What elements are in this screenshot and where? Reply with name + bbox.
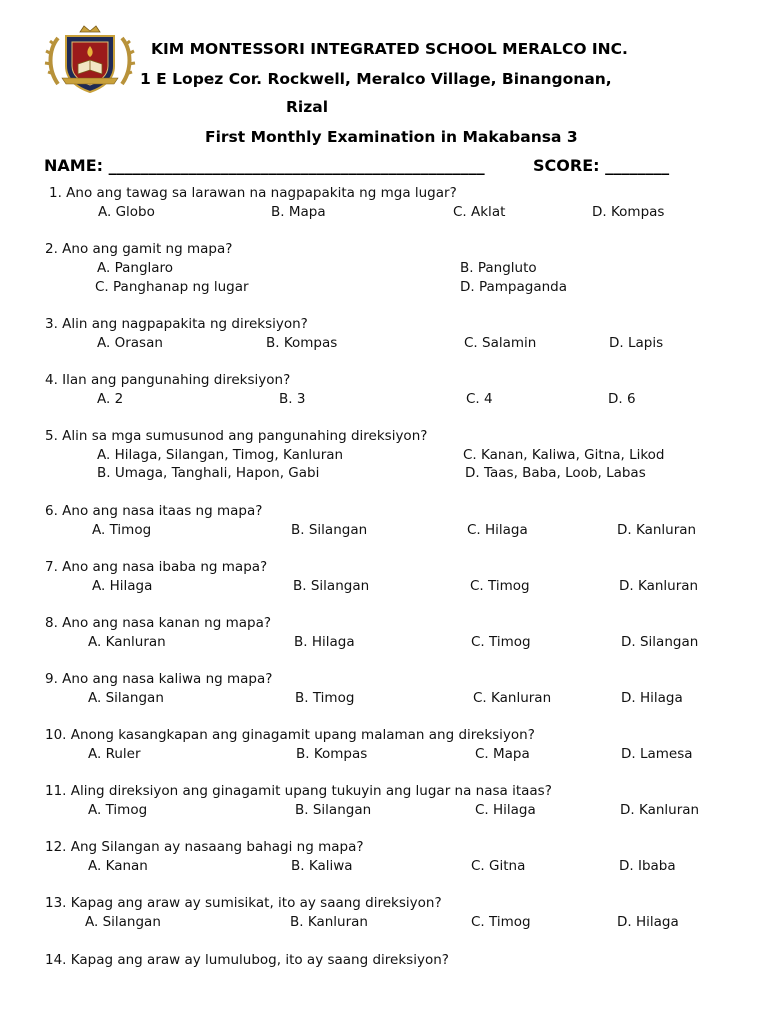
choice-1d: D. Kompas (592, 204, 665, 220)
choice-13d: D. Hilaga (617, 914, 679, 930)
choice-11a: A. Timog (88, 802, 148, 818)
choice-12a: A. Kanan (88, 858, 148, 874)
choice-4a: A. 2 (97, 391, 124, 407)
choice-6b: B. Silangan (291, 522, 368, 538)
exam-title: First Monthly Examination in Makabansa 3 (205, 128, 578, 146)
choice-6c: C. Hilaga (467, 522, 528, 538)
choice-12d: D. Ibaba (619, 858, 676, 874)
question-10: 10. Anong kasangkapan ang ginagamit upang malaman ang direksiyon? (45, 727, 535, 743)
question-6: 6. Ano ang nasa itaas ng mapa? (45, 503, 263, 519)
choice-1b: B. Mapa (271, 204, 326, 220)
question-3: 3. Alin ang nagpapakita ng direksiyon? (45, 316, 308, 332)
choice-5d: D. Taas, Baba, Loob, Labas (465, 465, 646, 481)
choice-7a: A. Hilaga (92, 578, 153, 594)
choice-2d: D. Pampaganda (460, 279, 568, 295)
choice-1a: A. Globo (98, 204, 155, 220)
choice-9c: C. Kanluran (473, 690, 552, 706)
choice-2a: A. Panglaro (97, 260, 174, 276)
choice-5a: A. Hilaga, Silangan, Timog, Kanluran (97, 447, 344, 463)
question-13: 13. Kapag ang araw ay sumisikat, ito ay saang direksiyon? (45, 895, 442, 911)
choice-2c: C. Panghanap ng lugar (95, 279, 249, 295)
choice-6d: D. Kanluran (617, 522, 697, 538)
choice-3c: C. Salamin (464, 335, 537, 351)
choice-3d: D. Lapis (609, 335, 664, 351)
choice-12b: B. Kaliwa (291, 858, 353, 874)
choice-3a: A. Orasan (97, 335, 163, 351)
question-4: 4. Ilan ang pangunahing direksiyon? (45, 372, 291, 388)
school-address-line1: 1 E Lopez Cor. Rockwell, Meralco Village, Binangonan, (140, 70, 612, 88)
choice-10a: A. Ruler (88, 746, 141, 762)
question-5: 5. Alin sa mga sumusunod ang pangunahing direksiyon? (45, 428, 428, 444)
choice-10b: B. Kompas (296, 746, 368, 762)
choice-9b: B. Timog (295, 690, 355, 706)
question-12: 12. Ang Silangan ay nasaang bahagi ng mapa? (45, 839, 364, 855)
choice-8c: C. Timog (471, 634, 531, 650)
choice-7b: B. Silangan (293, 578, 370, 594)
choice-5b: B. Umaga, Tanghali, Hapon, Gabi (97, 465, 320, 481)
choice-13b: B. Kanluran (290, 914, 368, 930)
question-2: 2. Ano ang gamit ng mapa? (45, 241, 233, 257)
question-1: 1. Ano ang tawag sa larawan na nagpapakita ng mga lugar? (49, 185, 457, 201)
choice-13a: A. Silangan (85, 914, 161, 930)
choice-2b: B. Pangluto (460, 260, 537, 276)
choice-1c: C. Aklat (453, 204, 506, 220)
question-8: 8. Ano ang nasa kanan ng mapa? (45, 615, 272, 631)
question-9: 9. Ano ang nasa kaliwa ng mapa? (45, 671, 273, 687)
question-11: 11. Aling direksiyon ang ginagamit upang tukuyin ang lugar na nasa itaas? (45, 783, 552, 799)
choice-5c: C. Kanan, Kaliwa, Gitna, Likod (463, 447, 665, 463)
choice-11b: B. Silangan (295, 802, 372, 818)
choice-8b: B. Hilaga (294, 634, 355, 650)
choice-9d: D. Hilaga (621, 690, 683, 706)
choice-4d: D. 6 (608, 391, 636, 407)
choice-9a: A. Silangan (88, 690, 164, 706)
name-field-label: NAME: _______________________________________________ (44, 156, 485, 175)
score-field-label: SCORE: ________ (533, 156, 670, 175)
choice-7c: C. Timog (470, 578, 530, 594)
choice-8a: A. Kanluran (88, 634, 166, 650)
choice-10d: D. Lamesa (621, 746, 693, 762)
choice-10c: C. Mapa (475, 746, 530, 762)
question-7: 7. Ano ang nasa ibaba ng mapa? (45, 559, 268, 575)
choice-12c: C. Gitna (471, 858, 526, 874)
choice-11c: C. Hilaga (475, 802, 536, 818)
choice-3b: B. Kompas (266, 335, 338, 351)
choice-4b: B. 3 (279, 391, 306, 407)
choice-11d: D. Kanluran (620, 802, 700, 818)
choice-4c: C. 4 (466, 391, 493, 407)
question-14: 14. Kapag ang araw ay lumulubog, ito ay saang direksiyon? (45, 952, 449, 968)
choice-6a: A. Timog (92, 522, 152, 538)
school-name: KIM MONTESSORI INTEGRATED SCHOOL MERALCO INC. (151, 40, 628, 58)
choice-7d: D. Kanluran (619, 578, 699, 594)
school-address-line2: Rizal (286, 98, 329, 116)
school-crest-icon (44, 22, 136, 96)
choice-13c: C. Timog (471, 914, 531, 930)
choice-8d: D. Silangan (621, 634, 699, 650)
